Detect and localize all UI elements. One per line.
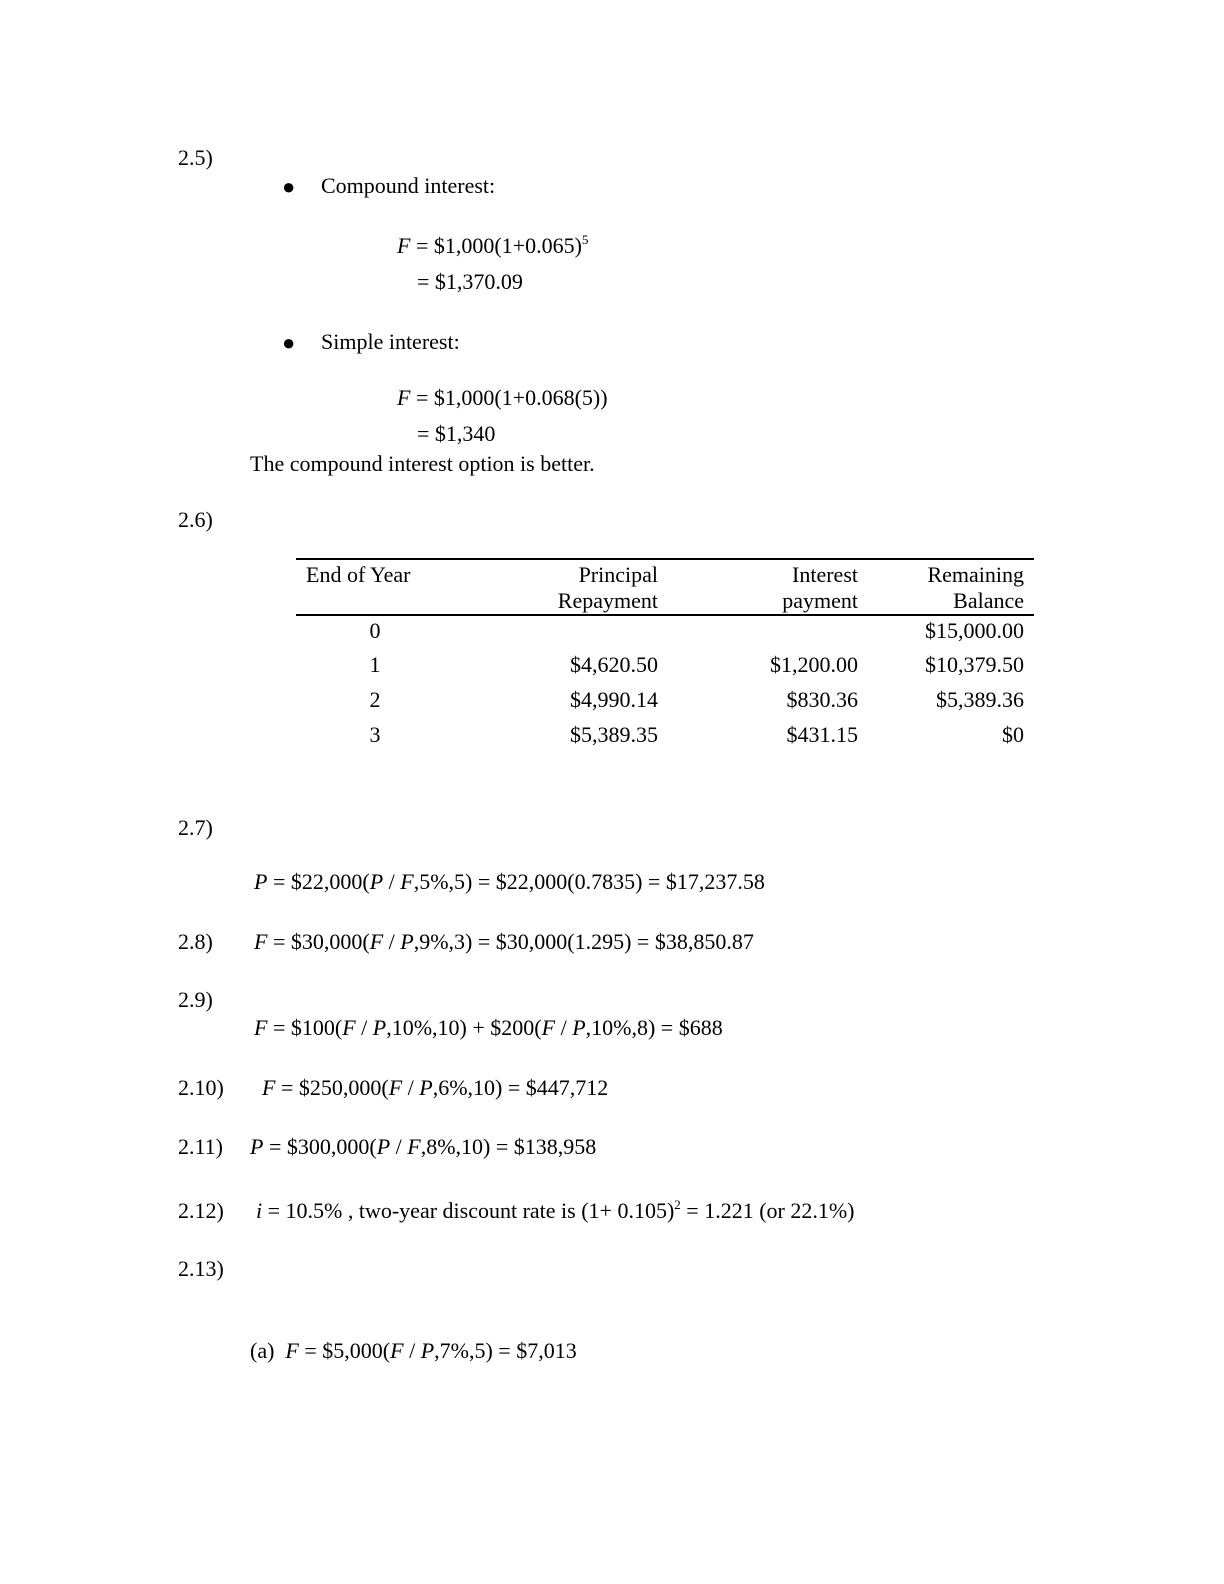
cell-principal bbox=[454, 615, 668, 651]
equation-2-10: F = $250,000(F / P,6%,10) = $447,712 bbox=[262, 1075, 609, 1100]
table-row bbox=[296, 686, 1034, 721]
equation-2-8: F = $30,000(F / P,9%,3) = $30,000(1.295) = $38,850.87 bbox=[254, 929, 754, 954]
bullet-icon: ● bbox=[282, 174, 296, 199]
amortization-table bbox=[296, 558, 1034, 756]
column-header-principal: Principal Repayment bbox=[557, 562, 658, 613]
equation-2-9: F = $100(F / P,10%,10) + $200(F / P,10%,8) = $688 bbox=[254, 1015, 723, 1040]
table-row bbox=[296, 651, 1034, 686]
problem-label-2-11: 2.11) bbox=[178, 1134, 224, 1159]
cell-balance: $5,389.36 bbox=[936, 687, 1024, 712]
column-header-end-of-year: End of Year bbox=[306, 562, 411, 587]
cell-balance: $15,000.00 bbox=[925, 618, 1024, 643]
simple-equation-line1: F = $1,000(1+0.068(5)) bbox=[397, 385, 608, 410]
equation-2-11: P = $300,000(P / F,8%,10) = $138,958 bbox=[250, 1134, 597, 1159]
table-header-row bbox=[296, 559, 1034, 615]
problem-label-2-5: 2.5) bbox=[178, 145, 213, 170]
problem-label-2-12: 2.12) bbox=[178, 1198, 224, 1223]
cell-principal: $4,990.14 bbox=[570, 687, 658, 712]
problem-label-2-10: 2.10) bbox=[178, 1075, 224, 1100]
cell-principal: $4,620.50 bbox=[570, 652, 658, 677]
cell-interest bbox=[668, 615, 868, 651]
cell-interest: $1,200.00 bbox=[770, 652, 858, 677]
cell-balance: $0 bbox=[1002, 722, 1024, 747]
problem-label-2-6: 2.6) bbox=[178, 507, 213, 532]
bullet-icon: ● bbox=[282, 330, 296, 355]
column-header-balance: Remaining Balance bbox=[927, 562, 1024, 613]
cell-year: 3 bbox=[369, 722, 381, 747]
problem-label-2-7: 2.7) bbox=[178, 815, 213, 840]
cell-interest: $830.36 bbox=[786, 687, 858, 712]
compound-interest-heading: Compound interest: bbox=[321, 173, 496, 198]
problem-label-2-9: 2.9) bbox=[178, 987, 213, 1012]
equation-2-7: P = $22,000(P / F,5%,5) = $22,000(0.7835) = $17,237.58 bbox=[254, 869, 765, 894]
simple-equation-line2: = $1,340 bbox=[417, 421, 496, 446]
table-row bbox=[296, 721, 1034, 756]
problem-label-2-8: 2.8) bbox=[178, 929, 213, 954]
compound-equation-line2: = $1,370.09 bbox=[417, 269, 523, 294]
compound-equation-line1: $F = \$1,000(1+0.065)^5$ bbox=[397, 232, 589, 258]
equation-2-13a: (a) F = $5,000(F / P,7%,5) = $7,013 bbox=[250, 1338, 577, 1363]
conclusion-text: The compound interest option is better. bbox=[250, 451, 595, 476]
column-header-interest: Interest payment bbox=[782, 562, 858, 613]
equation-2-12: i = 10.5% , two-year discount rate is $(1+ 0.105)^2 = 1.221$ (or 22.1%) bbox=[256, 1197, 855, 1223]
cell-interest: $431.15 bbox=[786, 722, 858, 747]
problem-label-2-13: 2.13) bbox=[178, 1256, 224, 1281]
cell-principal: $5,389.35 bbox=[570, 722, 658, 747]
simple-interest-heading: Simple interest: bbox=[321, 329, 460, 354]
cell-year: 0 bbox=[369, 618, 381, 643]
cell-balance: $10,379.50 bbox=[925, 652, 1024, 677]
cell-year: 2 bbox=[369, 687, 381, 712]
cell-year: 1 bbox=[369, 652, 381, 677]
table-row bbox=[296, 615, 1034, 651]
